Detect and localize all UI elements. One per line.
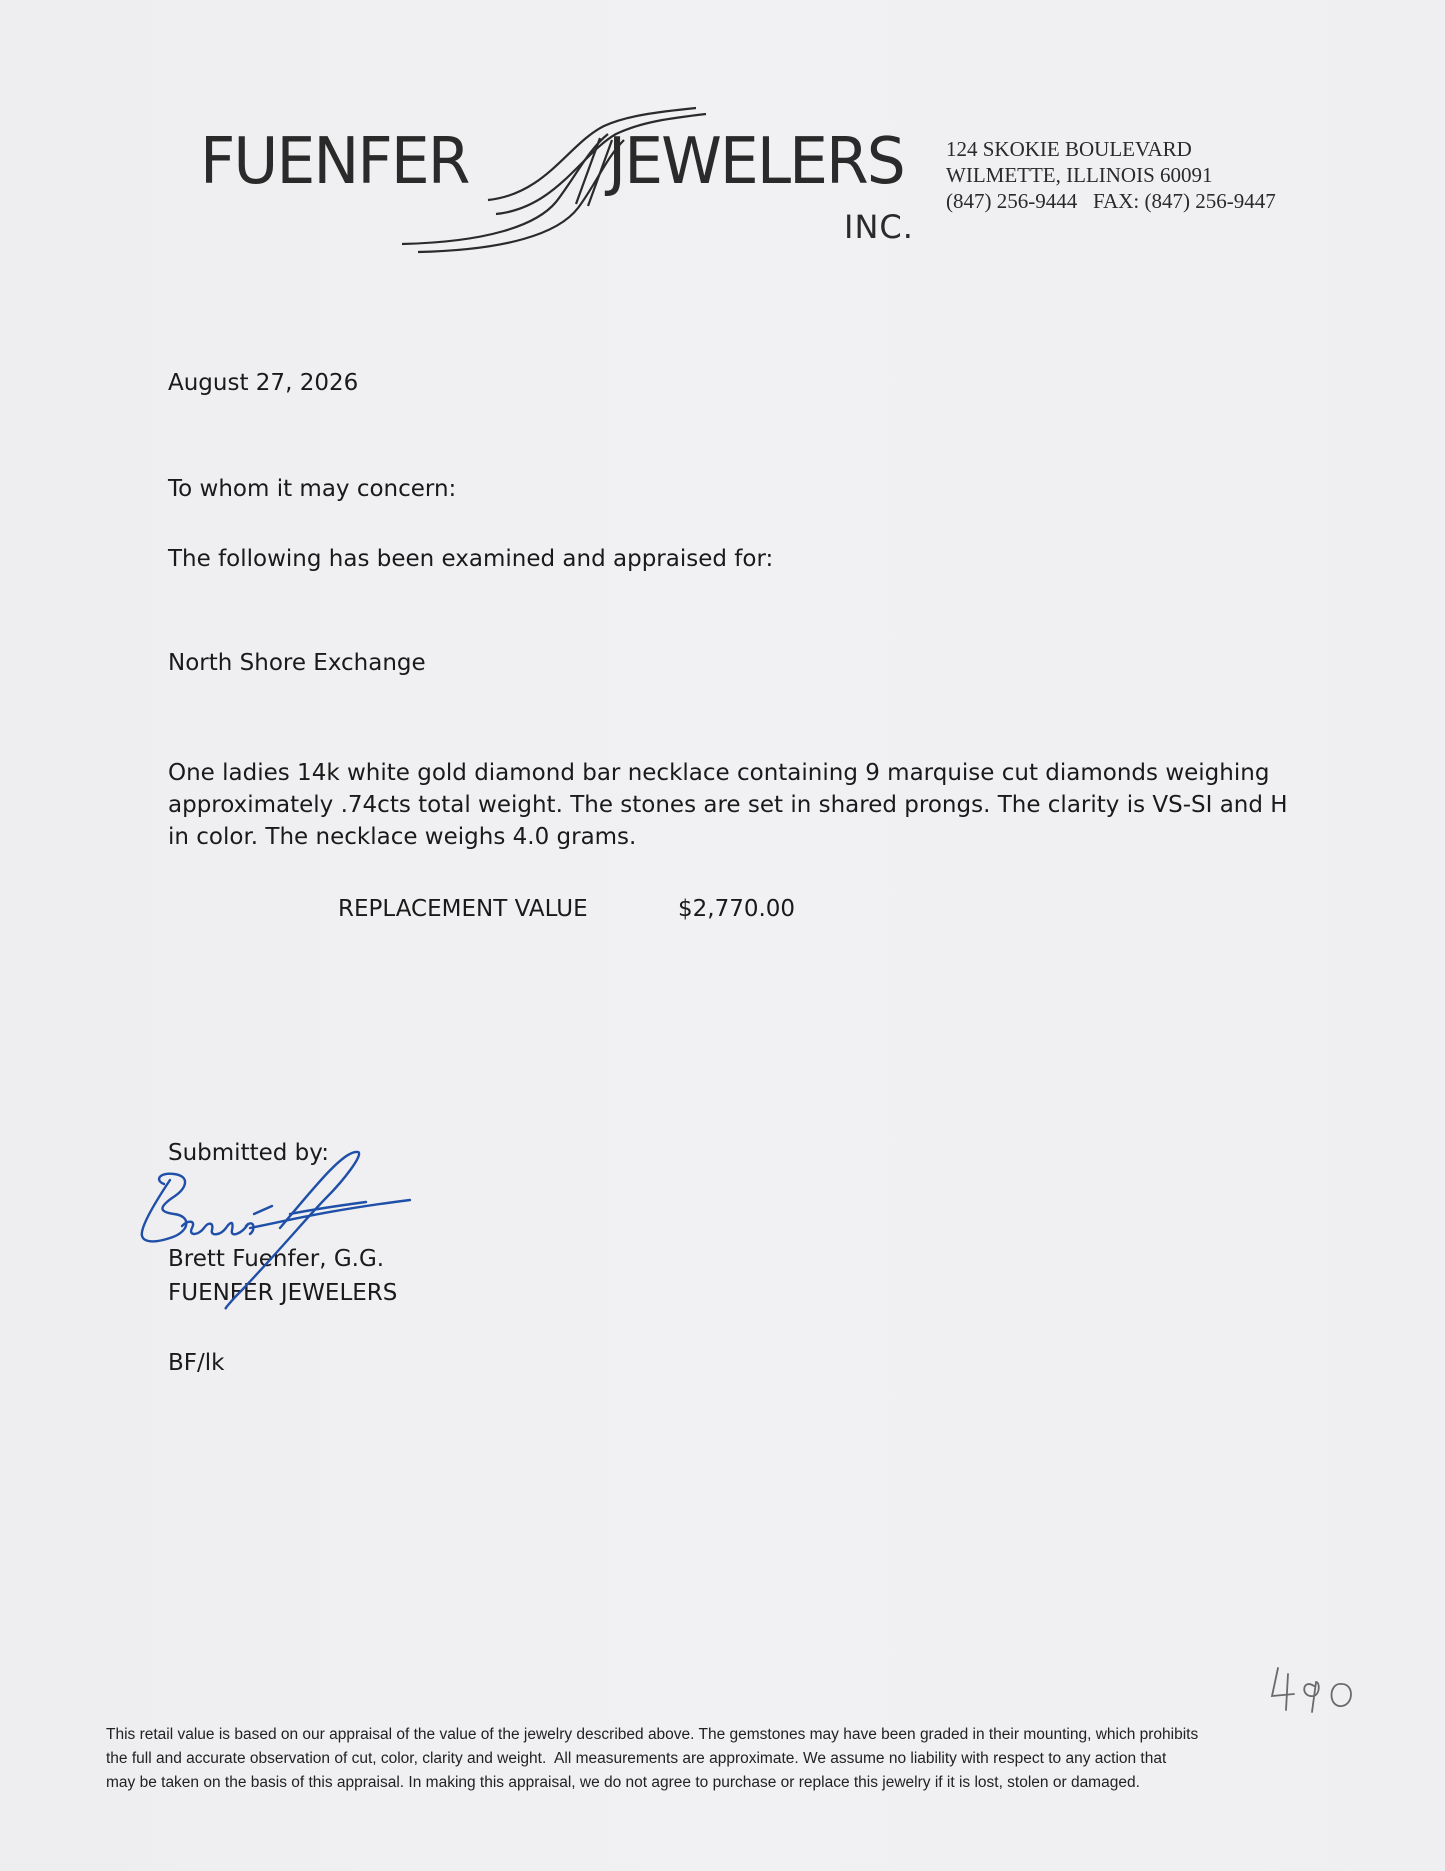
disclaimer-line: This retail value is based on our appraisal of the value of the jewelry described above. The gemstones may have been graded in their mounting, which prohibits: [106, 1726, 1199, 1743]
item-description: [168, 757, 1298, 853]
address-street: 124 SKOKIE BOULEVARD: [946, 137, 1192, 161]
company-address: [946, 136, 1276, 214]
logo-text-inc: INC.: [844, 208, 914, 246]
address-city: WILMETTE, ILLINOIS 60091: [946, 163, 1213, 187]
signer-company: FUENFER JEWELERS: [168, 1280, 398, 1306]
submitted-by-label: Submitted by:: [168, 1140, 329, 1166]
letter-recipient: North Shore Exchange: [168, 650, 426, 676]
letter-salutation: To whom it may concern:: [168, 476, 457, 502]
replacement-value-label: REPLACEMENT VALUE: [338, 896, 588, 922]
appraisal-disclaimer: [106, 1723, 1346, 1795]
handwritten-signature: [130, 1140, 430, 1330]
replacement-value-amount: $2,770.00: [678, 896, 796, 922]
company-logo: [196, 104, 936, 254]
typist-initials: BF/lk: [168, 1350, 225, 1376]
letter-date: August 27, 2026: [168, 370, 359, 396]
logo-text-left: FUENFER: [200, 125, 469, 199]
handwritten-note: [1266, 1660, 1366, 1720]
logo-swoosh-icon: [196, 104, 936, 254]
signer-name: Brett Fuenfer, G.G.: [168, 1246, 385, 1272]
disclaimer-line: may be taken on the basis of this appraisal. In making this appraisal, we do not agree to purchase or replace this jewelry if it is lost, stolen or damaged.: [106, 1774, 1140, 1791]
disclaimer-line: the full and accurate observation of cut, color, clarity and weight. All measurements are approximate. We assume no liability with respect to any action that: [106, 1750, 1167, 1767]
description-line: approximately .74cts total weight. The stones are set in shared prongs. The clarity is VS-SI and H: [168, 792, 1288, 818]
logo-text-right: JEWELERS: [608, 125, 904, 199]
description-line: One ladies 14k white gold diamond bar necklace containing 9 marquise cut diamonds weighing: [168, 760, 1270, 786]
description-line: in color. The necklace weighs 4.0 grams.: [168, 824, 637, 850]
letter-intro: The following has been examined and appraised for:: [168, 546, 774, 572]
address-phone-fax: (847) 256-9444 FAX: (847) 256-9447: [946, 189, 1276, 213]
